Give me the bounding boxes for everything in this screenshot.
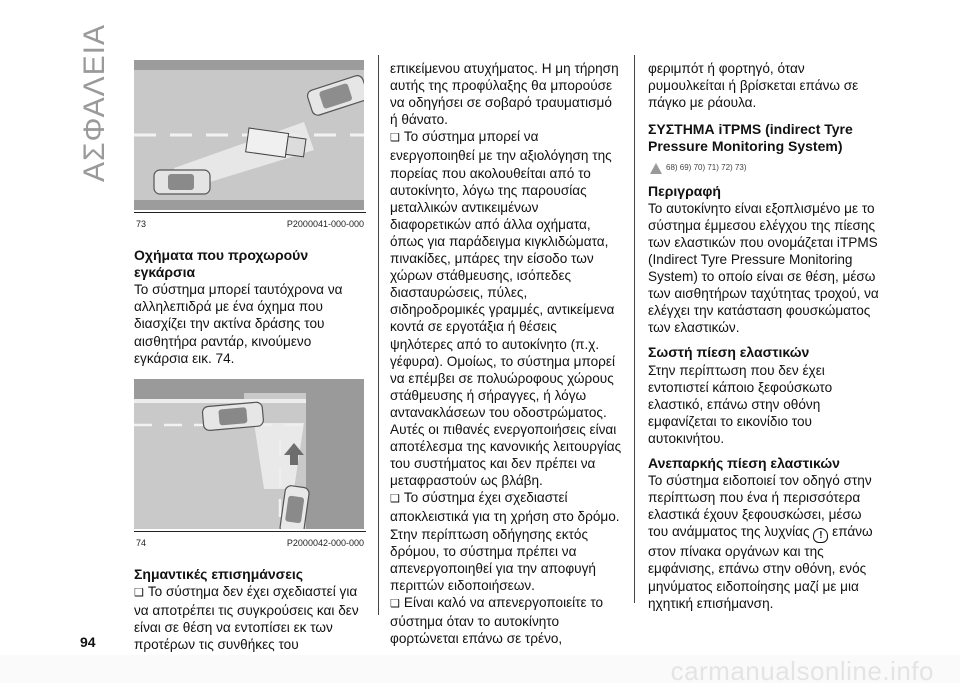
figure-73-code: P2000041-000-000	[286, 219, 364, 229]
paragraph-description: Το αυτοκίνητο είναι εξοπλισμένο με το σύστημα έμμεσου ελέγχου της πίεσης των ελαστικών που ονομάζεται iTPMS (Indirect Tyre Pressure Monitoring System) το οποίο είναι σε θέση, μέσω των αισθητήρων ταχύτητας τροχού, να ελέγχει την κατάσταση φουσκώματος των ελαστικών.	[648, 200, 879, 336]
heading-correct-pressure: Σωστή πίεση ελαστικών	[648, 344, 810, 361]
heading-description: Περιγραφή	[648, 182, 721, 199]
warning-references	[650, 159, 880, 176]
figure-73-caption	[134, 216, 366, 233]
paragraph-ferry-trailer: φεριμπότ ή φορτηγό, όταν ρυμουλκείται ή βρίσκεται επάνω σε πάγκο με ράουλα.	[648, 61, 859, 111]
figure-73-rule	[134, 212, 366, 213]
paragraph-crossing-vehicles: Το σύστημα μπορεί ταυτόχρονα να αλληλεπιδρά με ένα όχημα που διασχίζει την ακτίνα δράσης του αισθητήρα ραντάρ, κινούμενο εγκάρσια εικ. 74.	[134, 282, 343, 366]
figure-74-number: 74	[136, 537, 147, 548]
low-pressure-text-part1: Το σύστημα ειδοποιεί τον οδηγό στην περίπτωση που ένα ή περισσότερα ελαστικά έχουν ξεφουσκώσει, μέσω του ανάμματος της λυχνίας	[648, 473, 872, 540]
paragraph-correct-pressure: Στην περίπτωση που δεν έχει εντοπιστεί κάποιο ξεφούσκωτο ελαστικό, επάνω στην οθόνη εμφανίζεται το εικονίδιο του αυτοκινήτου.	[648, 362, 833, 446]
section-side-title: ΑΣΦΑΛΕΙΑ	[78, 23, 111, 182]
figure-74-caption	[134, 535, 366, 552]
heading-itpms: ΣΥΣΤΗΜΑ iTPMS (indirect Tyre Pressure Monitoring System)	[648, 121, 853, 155]
warning-triangle-icon	[650, 163, 662, 174]
paragraph-accident-warning: επικείμενου ατυχήματος. Η μη τήρηση αυτής της προφύλαξης θα μπορούσε να οδηγήσει σε σοβαρό τραυματισμό ή θάνατο.	[390, 61, 619, 128]
column-1	[134, 60, 366, 653]
figure-73	[134, 60, 364, 210]
figure-74-rule	[134, 531, 366, 532]
watermark: carmanualsonline.info	[670, 656, 934, 686]
column-divider	[378, 55, 379, 615]
figure-73-number: 73	[136, 219, 147, 229]
figure-74-code: P2000042-000-000	[286, 537, 364, 548]
column-3	[648, 60, 880, 612]
figure-73-illustration	[134, 60, 364, 210]
reference-numbers: 68) 69) 70) 71) 72) 73)	[666, 163, 747, 173]
bullet-no-collision-prevention: ❑ Το σύστημα δεν έχει σχεδιαστεί για να αποτρέπει τις συγκρούσεις και δεν είναι σε θέση να εντοπίσει εκ των προτέρων τις συνθήκες του	[134, 583, 366, 653]
figure-74-illustration	[134, 379, 364, 529]
heading-low-pressure: Ανεπαρκής πίεση ελαστικών	[648, 454, 840, 471]
bullet-false-activations: ❑ Το σύστημα μπορεί να ενεργοποιηθεί με την αξιολόγηση της πορείας που ακολουθείται από το αυτοκίνητο, λόγω της παρουσίας μεταλλικών αντικειμένων διαφορετικών από άλλα οχήματα, όπως για παράδειγμα κιγκλιδώματα, πινακίδες, μπάρες την είσοδο των χώρων στάθμευσης, ισόπεδες διασταυρώσεις, πύλες, σιδηροδρομικές γραμμές, αντικείμενα κοντά σε εργοτάξια ή θέσεις ψηλότερες από το αυτοκίνητο (π.χ. γέφυρα). Ομοίως, το σύστημα μπορεί να επέμβει σε πολυώροφους χώρους στάθμευσης ή σήραγγες, ή λόγω αντανακλάσεων του οδοστρώματος. Αυτές οι πιθανές ενεργοποιήσεις είναι αποτέλεσμα της κανονικής λειτουργίας του συστήματος και δεν πρέπει να μεταφραστούν ως βλάβη.	[390, 128, 622, 489]
heading-important-notes: Σημαντικές επισημάνσεις	[134, 565, 304, 582]
figure-74	[134, 379, 364, 529]
bullet-disable-on-train: ❑ Είναι καλό να απενεργοποιείτε το σύστημα όταν το αυτοκίνητο φορτώνεται επάνω σε τρένο,	[390, 594, 622, 647]
heading-crossing-vehicles: Οχήματα που προχωρούν εγκάρσια	[134, 247, 309, 281]
tyre-pressure-warning-icon: !	[813, 528, 828, 543]
page-number: 94	[80, 634, 96, 650]
column-divider	[634, 55, 635, 603]
column-2	[390, 60, 622, 647]
bullet-road-use-only: ❑ Το σύστημα έχει σχεδιαστεί αποκλειστικά για τη χρήση στο δρόμο. Στην περίπτωση οδήγησης εκτός δρόμου, το σύστημα πρέπει να απενεργοποιηθεί για την αποφυγή περιττών ειδοποιήσεων.	[390, 489, 622, 594]
paragraph-low-pressure	[648, 472, 880, 612]
low-pressure-text-part2: επάνω στον πίνακα οργάνων και της εμφάνισης, επάνω στην οθόνη, ενός μηνύματος ειδοποίησης μαζί με μια ηχητική επισήμανση.	[648, 524, 873, 611]
